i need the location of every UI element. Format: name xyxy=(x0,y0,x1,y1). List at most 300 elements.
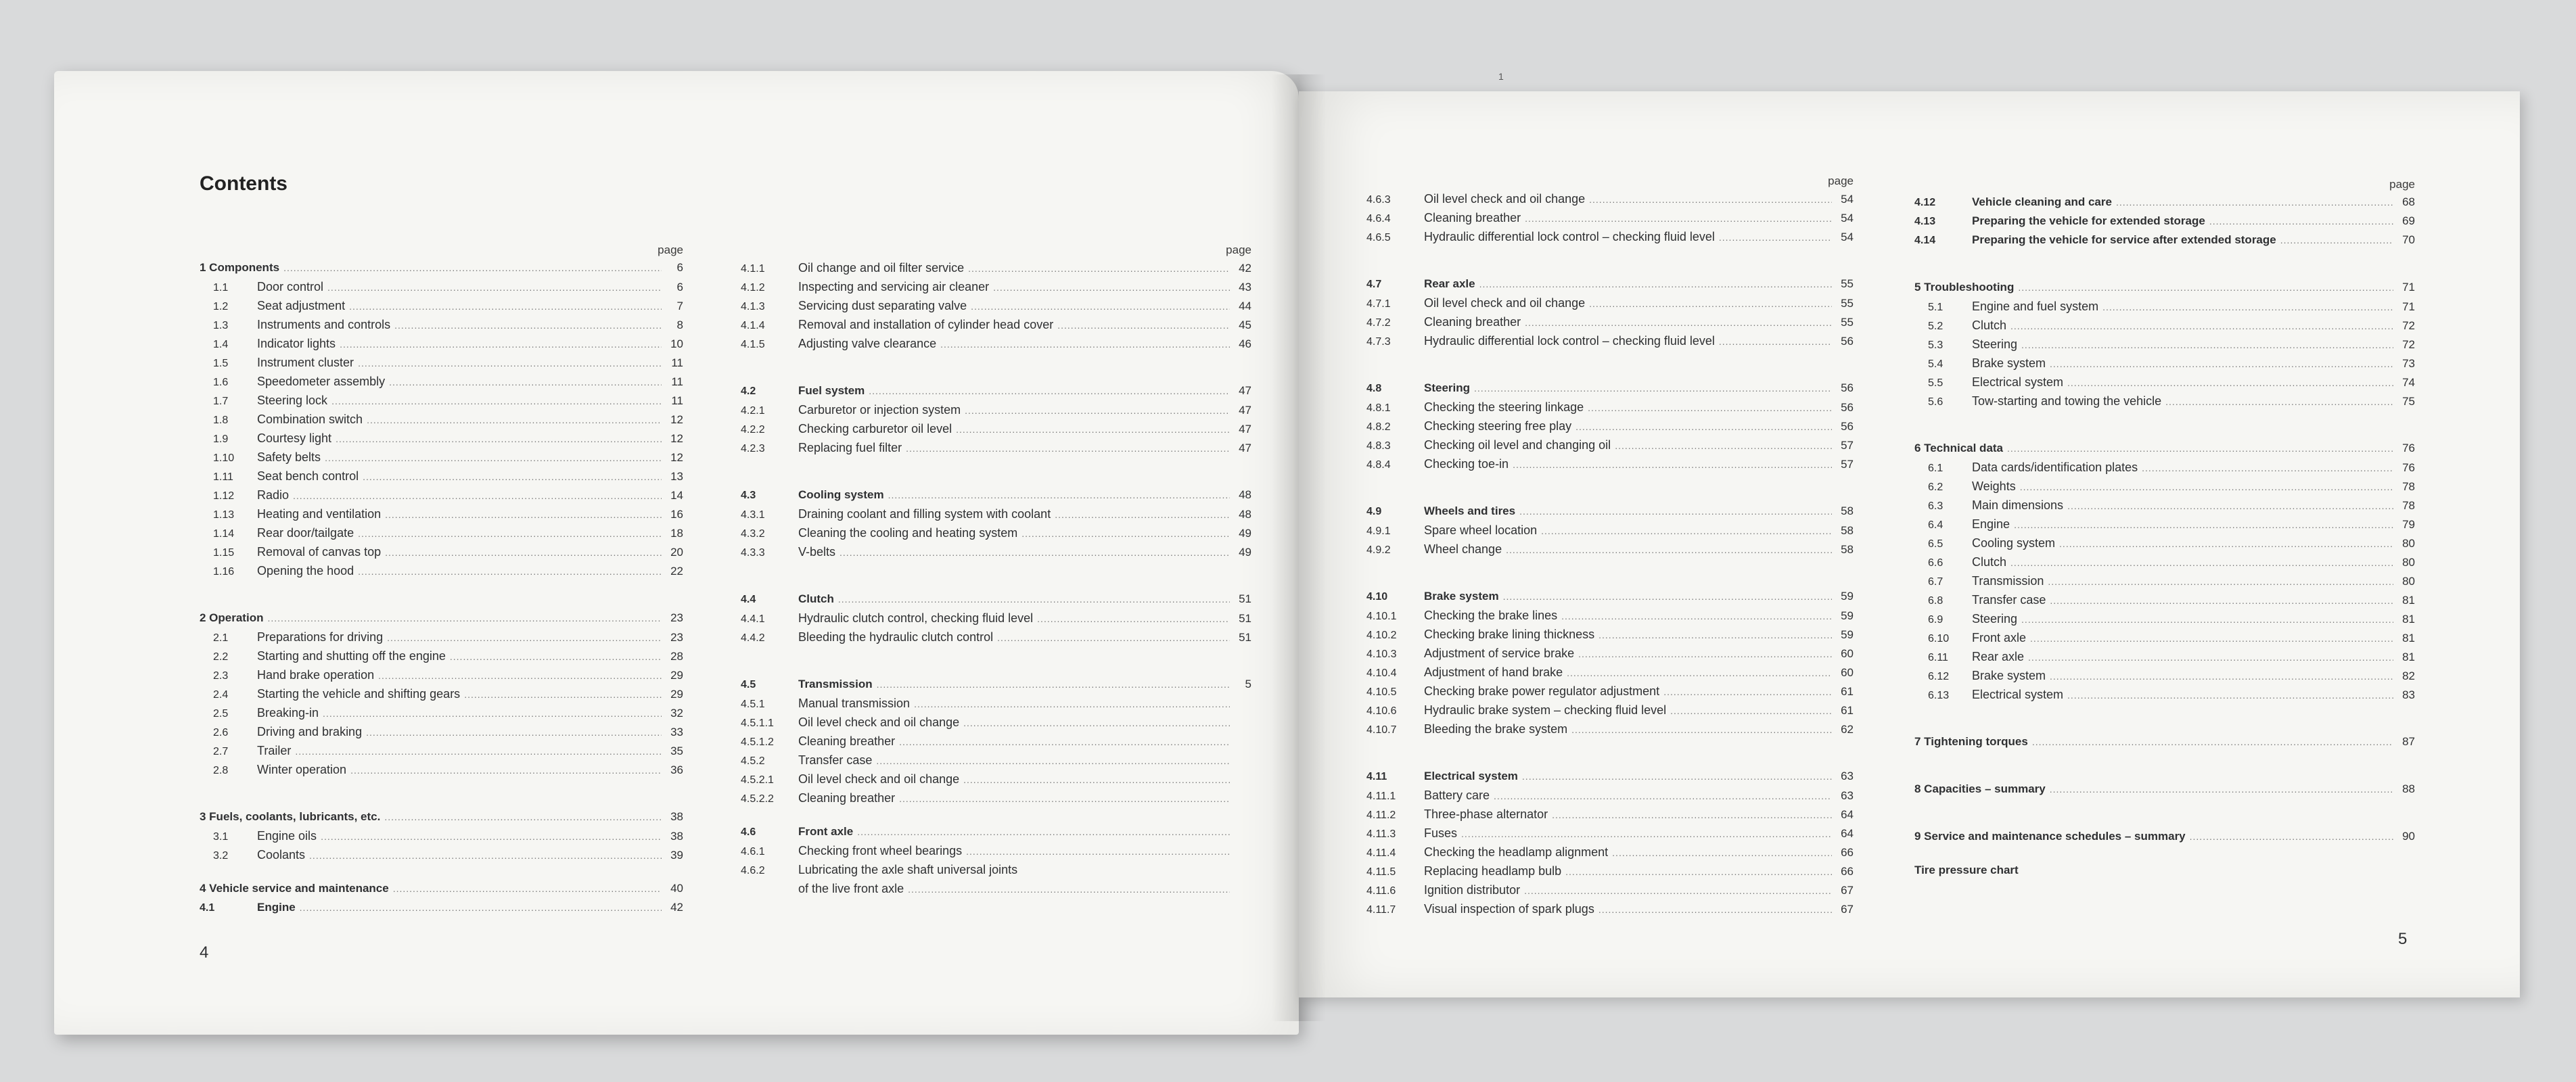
toc-entry[interactable] xyxy=(741,422,1251,441)
top-mark: 1 xyxy=(1498,71,1504,82)
dot-leader xyxy=(2010,557,2393,568)
toc-entry-number: 1.9 xyxy=(213,433,229,445)
toc-entry-title: Cleaning the cooling and heating system xyxy=(798,526,1018,540)
toc-entry-page: 14 xyxy=(670,489,683,502)
toc-entry-title: Hand brake operation xyxy=(257,668,375,682)
toc-entry[interactable] xyxy=(741,507,1251,526)
toc-entry-number: 5.6 xyxy=(1928,396,1944,408)
toc-entry[interactable] xyxy=(200,848,683,867)
toc-entry[interactable] xyxy=(200,394,683,413)
toc-entry-page: 58 xyxy=(1841,543,1854,556)
toc-entry[interactable] xyxy=(741,715,1251,734)
toc-entry-title: Starting the vehicle and shifting gears xyxy=(257,687,461,701)
toc-entry[interactable] xyxy=(1366,192,1854,211)
dot-leader xyxy=(1461,828,1832,839)
dot-leader xyxy=(325,452,662,463)
toc-entry-title: Checking steering free play xyxy=(1424,419,1572,433)
toc-entry[interactable] xyxy=(741,488,1251,507)
toc-entry[interactable] xyxy=(200,668,683,687)
toc-entry-page: 22 xyxy=(670,565,683,578)
toc-entry-number: 4.13 xyxy=(1914,216,1936,227)
dot-leader xyxy=(940,339,1230,350)
toc-entry-title: Checking toe-in xyxy=(1424,457,1509,471)
dot-leader xyxy=(2067,690,2393,701)
toc-entry-title: Hydraulic differential lock control – checking fluid level xyxy=(1424,334,1715,348)
toc-entry-title: Battery care xyxy=(1424,789,1490,802)
toc-spacer xyxy=(1914,252,2415,281)
toc-entry-page: 47 xyxy=(1239,442,1251,454)
toc-entry[interactable] xyxy=(1366,902,1854,921)
toc-entry[interactable] xyxy=(1366,400,1854,419)
toc-entry-title: Coolants xyxy=(257,848,306,862)
toc-entry-page: 32 xyxy=(670,707,683,720)
toc-entry[interactable] xyxy=(1366,845,1854,864)
dot-leader xyxy=(350,765,662,776)
toc-entry-number: 4.1.5 xyxy=(741,339,765,350)
toc-entry-number: 4.5 xyxy=(741,679,756,690)
toc-entry-title: Draining coolant and filling system with coolant xyxy=(798,507,1051,521)
toc-entry[interactable] xyxy=(1914,688,2415,707)
dot-leader xyxy=(1503,591,1832,602)
toc-entry-page: 66 xyxy=(1841,846,1854,859)
toc-entry-title: Removal of canvas top xyxy=(257,545,382,559)
toc-entry[interactable] xyxy=(1366,703,1854,722)
dot-leader xyxy=(1663,686,1832,697)
toc-entry-title: Tow-starting and towing the vehicle xyxy=(1972,394,2162,408)
toc-entry[interactable] xyxy=(200,901,683,920)
dot-leader xyxy=(340,339,662,350)
dot-leader xyxy=(1519,506,1832,517)
toc-entry[interactable] xyxy=(1914,612,2415,631)
toc-entry[interactable] xyxy=(1914,536,2415,555)
toc-entry-title: Clutch xyxy=(1972,319,2007,332)
toc-entry-title: Seat adjustment xyxy=(257,299,346,312)
toc-entry[interactable] xyxy=(1914,394,2415,413)
toc-entry-title: Preparations for driving xyxy=(257,630,384,644)
toc-entry[interactable] xyxy=(1914,233,2415,252)
page-number-left: 4 xyxy=(200,943,209,962)
toc-entry-page: 81 xyxy=(2402,594,2415,607)
toc-entry[interactable] xyxy=(200,649,683,668)
toc-entry[interactable] xyxy=(200,810,683,829)
toc-entry-title: Inspecting and servicing air cleaner xyxy=(798,280,990,293)
toc-entry[interactable] xyxy=(741,299,1251,318)
toc-entry-page: 36 xyxy=(670,763,683,776)
toc-entry[interactable] xyxy=(1914,830,2415,849)
toc-entry[interactable] xyxy=(1366,628,1854,646)
toc-entry-number: 4.6 xyxy=(741,826,756,838)
toc-entry-page: 88 xyxy=(2402,782,2415,795)
toc-entry-title: Hydraulic clutch control, checking fluid level xyxy=(798,611,1034,625)
toc-entry-title: Cleaning breather xyxy=(798,791,896,805)
toc-entry[interactable] xyxy=(200,413,683,431)
toc-entry-number: 6.3 xyxy=(1928,500,1944,512)
toc-entry[interactable] xyxy=(200,261,683,280)
toc-entry[interactable] xyxy=(200,299,683,318)
toc-entry[interactable] xyxy=(1366,277,1854,296)
toc-entry-title: Electrical system xyxy=(1972,375,2064,389)
toc-entry[interactable] xyxy=(741,734,1251,753)
dot-leader xyxy=(336,433,662,444)
toc-entry[interactable] xyxy=(741,772,1251,791)
toc-entry-title: Trailer xyxy=(257,744,292,757)
toc-entry-page: 58 xyxy=(1841,524,1854,537)
toc-entry-title: Engine xyxy=(1972,517,2010,531)
toc-entry[interactable] xyxy=(200,488,683,507)
toc-entry-number: 2.5 xyxy=(213,708,229,720)
toc-entry-number: 4.1.2 xyxy=(741,282,765,293)
toc-entry-number: 6.9 xyxy=(1928,614,1944,626)
toc-entry-page: 71 xyxy=(2402,281,2415,293)
toc-entry[interactable] xyxy=(1366,864,1854,883)
toc-entry-page: 71 xyxy=(2402,300,2415,313)
toc-entry-page: 47 xyxy=(1239,384,1251,397)
dot-leader xyxy=(2050,784,2393,795)
dot-leader xyxy=(1670,705,1832,716)
toc-entry-title: Cleaning breather xyxy=(1424,315,1521,329)
toc-entry-page: 59 xyxy=(1841,609,1854,622)
toc-entry[interactable] xyxy=(200,630,683,649)
toc-entry[interactable] xyxy=(1366,646,1854,665)
toc-entry[interactable] xyxy=(1914,735,2415,754)
toc-entry[interactable] xyxy=(741,337,1251,356)
toc-entry-number: 4.11.7 xyxy=(1366,904,1396,916)
toc-entry[interactable] xyxy=(741,441,1251,460)
toc-entry-number: 4.2.3 xyxy=(741,443,765,454)
dot-leader xyxy=(966,846,1230,857)
dot-leader xyxy=(963,718,1230,728)
dot-leader xyxy=(963,774,1230,785)
dot-leader xyxy=(1474,383,1832,394)
toc-entry-title: Visual inspection of spark plugs xyxy=(1424,902,1594,916)
toc-entry[interactable] xyxy=(1366,523,1854,542)
toc-entry[interactable] xyxy=(741,753,1251,772)
toc-entry[interactable] xyxy=(1914,300,2415,319)
toc-entry[interactable] xyxy=(1914,555,2415,574)
toc-entry[interactable] xyxy=(1914,319,2415,337)
toc-entry-title: Radio xyxy=(257,488,290,502)
toc-entry-page: 8 xyxy=(676,319,683,331)
dot-leader xyxy=(840,547,1230,558)
toc-entry[interactable] xyxy=(741,592,1251,611)
toc-entry[interactable] xyxy=(200,744,683,763)
dot-leader xyxy=(389,377,662,387)
toc-entry[interactable] xyxy=(1366,826,1854,845)
toc-entry-number: 6.4 xyxy=(1928,519,1944,531)
toc-entry[interactable] xyxy=(1366,590,1854,609)
dot-leader xyxy=(1561,611,1832,621)
toc-entry[interactable] xyxy=(741,611,1251,630)
dot-leader xyxy=(1513,459,1832,470)
toc-entry[interactable] xyxy=(1366,457,1854,476)
toc-entry[interactable] xyxy=(200,763,683,782)
toc-entry[interactable] xyxy=(1366,722,1854,741)
toc-entry-number: 2.1 xyxy=(213,632,229,644)
dot-leader xyxy=(385,547,662,558)
toc-entry[interactable] xyxy=(741,261,1251,280)
toc-entry-title: Checking front wheel bearings xyxy=(798,844,963,857)
toc-entry[interactable] xyxy=(200,611,683,630)
toc-entry[interactable] xyxy=(200,375,683,394)
toc-entry-title: Engine oils xyxy=(257,829,317,843)
toc-entry-number: 4.6.5 xyxy=(1366,232,1391,243)
toc-entry[interactable] xyxy=(741,697,1251,715)
toc-entry[interactable] xyxy=(200,337,683,356)
toc-entry[interactable] xyxy=(1914,782,2415,801)
toc-entry[interactable] xyxy=(1914,650,2415,669)
page-column-label: page xyxy=(1828,174,1854,187)
toc-entry-page: 11 xyxy=(671,394,683,407)
toc-entry-title: Manual transmission xyxy=(798,697,911,710)
toc-entry-title: Data cards/identification plates xyxy=(1972,461,2138,474)
toc-entry-page: 58 xyxy=(1841,504,1854,517)
toc-entry[interactable] xyxy=(741,384,1251,403)
toc-entry[interactable] xyxy=(200,526,683,545)
toc-entry-page: 6 xyxy=(676,261,683,274)
toc-entry-title: Wheel change xyxy=(1424,542,1502,556)
toc-entry[interactable] xyxy=(200,829,683,848)
dot-leader xyxy=(1612,847,1832,858)
toc-entry[interactable] xyxy=(1366,230,1854,249)
toc-entry[interactable] xyxy=(1914,517,2415,536)
toc-entry-number: 4.5.1.2 xyxy=(741,736,774,748)
toc-entry[interactable] xyxy=(200,564,683,583)
toc-entry[interactable] xyxy=(200,469,683,488)
toc-entry[interactable] xyxy=(741,844,1251,863)
toc-entry-page: 76 xyxy=(2402,461,2415,474)
toc-entry-title: Ignition distributor xyxy=(1424,883,1521,897)
toc-entry-title: Oil level check and oil change xyxy=(798,715,960,729)
toc-entry-number: 4.10.7 xyxy=(1366,724,1397,736)
toc-entry-page: 60 xyxy=(1841,647,1854,660)
toc-entry-title: Opening the hood xyxy=(257,564,354,578)
toc-entry[interactable] xyxy=(741,825,1251,844)
toc-entry-page: 61 xyxy=(1841,685,1854,698)
toc-entry-number: 4.10.3 xyxy=(1366,649,1397,660)
dot-leader xyxy=(1055,509,1230,520)
toc-entry-number: 5.5 xyxy=(1928,377,1944,389)
toc-entry[interactable] xyxy=(1366,770,1854,789)
toc-entry-number: 6.7 xyxy=(1928,576,1944,588)
toc-entry[interactable] xyxy=(1366,504,1854,523)
toc-entry-number: 3.2 xyxy=(213,850,229,862)
toc-entry-number: 4.12 xyxy=(1914,197,1936,208)
toc-entry-title: 3 Fuels, coolants, lubricants, etc. xyxy=(200,810,381,823)
toc-entry-page: 75 xyxy=(2402,395,2415,408)
dot-leader xyxy=(321,831,662,842)
toc-entry-page: 11 xyxy=(671,375,683,388)
toc-entry-number: 1.7 xyxy=(213,396,229,407)
toc-entry-page: 13 xyxy=(670,470,683,483)
dot-leader xyxy=(1589,298,1832,309)
toc-column-4 xyxy=(1914,178,2415,883)
toc-entry-number: 4.5.1.1 xyxy=(741,718,774,729)
toc-entry[interactable] xyxy=(1914,498,2415,517)
toc-entry[interactable] xyxy=(1366,296,1854,315)
toc-entry-number: 6.1 xyxy=(1928,463,1944,474)
toc-entry[interactable] xyxy=(1366,609,1854,628)
toc-entry-page: 33 xyxy=(670,726,683,738)
toc-entry-page: 66 xyxy=(1841,865,1854,878)
toc-entry[interactable] xyxy=(741,863,1251,882)
toc-entry-page: 54 xyxy=(1841,193,1854,206)
toc-entry-title: Spare wheel location xyxy=(1424,523,1538,537)
toc-entry[interactable] xyxy=(200,280,683,299)
toc-entry[interactable] xyxy=(1914,195,2415,214)
dot-leader xyxy=(2014,519,2393,530)
toc-entry[interactable] xyxy=(1366,665,1854,684)
toc-entry-title: Courtesy light xyxy=(257,431,332,445)
toc-entry[interactable] xyxy=(200,725,683,744)
toc-entry-title: Engine and fuel system xyxy=(1972,300,2099,313)
toc-entry-title: Oil level check and oil change xyxy=(1424,192,1586,206)
toc-entry[interactable] xyxy=(1366,315,1854,334)
toc-entry-number: 1.6 xyxy=(213,377,229,388)
toc-entry[interactable] xyxy=(1914,574,2415,593)
dot-leader xyxy=(877,679,1230,690)
toc-entry[interactable] xyxy=(741,630,1251,649)
dot-leader xyxy=(1578,649,1832,659)
toc-entry-page: 57 xyxy=(1841,439,1854,452)
toc-entry-page: 39 xyxy=(670,849,683,862)
toc-entry-page: 59 xyxy=(1841,590,1854,603)
toc-entry[interactable] xyxy=(741,318,1251,337)
toc-entry-page: 64 xyxy=(1841,808,1854,821)
toc-entry-title: Three-phase alternator xyxy=(1424,807,1548,821)
toc-entry-title: Main dimensions xyxy=(1972,498,2064,512)
dot-leader xyxy=(309,850,662,861)
toc-entry[interactable] xyxy=(741,403,1251,422)
toc-entry[interactable] xyxy=(200,318,683,337)
toc-entry[interactable] xyxy=(1914,631,2415,650)
toc-entry[interactable] xyxy=(200,882,683,901)
dot-leader xyxy=(2142,463,2393,473)
toc-entry[interactable] xyxy=(1914,442,2415,461)
toc-entry[interactable] xyxy=(1366,381,1854,400)
dot-leader xyxy=(394,320,662,331)
dot-leader xyxy=(2059,538,2393,549)
toc-entry[interactable] xyxy=(741,526,1251,545)
toc-entry[interactable] xyxy=(1366,542,1854,561)
toc-entry[interactable] xyxy=(1914,375,2415,394)
toc-entry[interactable] xyxy=(200,545,683,564)
toc-entry-page: 70 xyxy=(2402,233,2415,246)
toc-entry[interactable] xyxy=(741,791,1251,810)
toc-entry-page: 61 xyxy=(1841,704,1854,717)
dot-leader xyxy=(385,509,662,520)
toc-entry[interactable] xyxy=(741,678,1251,697)
dot-leader xyxy=(838,594,1230,605)
toc-entry-page: 42 xyxy=(1239,262,1251,275)
toc-entry-number: 2.7 xyxy=(213,746,229,757)
toc-entry-page: 56 xyxy=(1841,381,1854,394)
toc-spacer xyxy=(1914,413,2415,442)
toc-entry-number: 6.11 xyxy=(1928,652,1948,663)
toc-entry-number: 4.5.2.2 xyxy=(741,793,774,805)
toc-entry[interactable] xyxy=(1366,883,1854,902)
page-number-right: 5 xyxy=(2398,930,2408,948)
toc-entry[interactable] xyxy=(1914,669,2415,688)
toc-entry-page: 57 xyxy=(1841,458,1854,471)
toc-entry-page: 81 xyxy=(2402,651,2415,663)
toc-entry-title: 6 Technical data xyxy=(1914,442,2004,454)
toc-entry-number: 4.8.1 xyxy=(1366,402,1391,414)
toc-entry[interactable] xyxy=(200,356,683,375)
toc-entry-number: 4.3.3 xyxy=(741,547,765,559)
dot-leader xyxy=(1525,317,1832,328)
dot-leader xyxy=(2021,339,2393,350)
toc-entry-page: 20 xyxy=(670,546,683,559)
toc-entry-page: 44 xyxy=(1239,300,1251,312)
toc-entry[interactable] xyxy=(741,882,1251,901)
toc-entry[interactable] xyxy=(1366,807,1854,826)
toc-spacer xyxy=(1914,707,2415,735)
toc-entry[interactable] xyxy=(1366,684,1854,703)
toc-entry[interactable] xyxy=(1914,356,2415,375)
toc-column-3 xyxy=(1366,174,1854,921)
toc-spacer xyxy=(200,583,683,611)
toc-entry[interactable] xyxy=(1366,334,1854,353)
toc-entry[interactable] xyxy=(1914,214,2415,233)
toc-entry-title: Rear door/tailgate xyxy=(257,526,354,540)
toc-entry[interactable] xyxy=(1366,211,1854,230)
toc-entry-number: 4.6.3 xyxy=(1366,194,1391,206)
toc-entry-page: 87 xyxy=(2402,735,2415,748)
toc-entry[interactable] xyxy=(1914,593,2415,612)
toc-entry-page: 49 xyxy=(1239,527,1251,540)
toc-spacer xyxy=(1366,476,1854,504)
dot-leader xyxy=(1522,771,1832,782)
toc-entry[interactable] xyxy=(1366,789,1854,807)
toc-entry[interactable] xyxy=(200,431,683,450)
toc-entry[interactable] xyxy=(200,507,683,526)
page-column-label: page xyxy=(1226,243,1251,256)
toc-entry-title: Checking the headlamp alignment xyxy=(1424,845,1609,859)
toc-entry[interactable] xyxy=(1914,281,2415,300)
toc-entry-title: 7 Tightening torques xyxy=(1914,735,2028,748)
toc-entry-title: Servicing dust separating valve xyxy=(798,299,967,312)
page-column-label: page xyxy=(2389,178,2415,191)
toc-entry-page: 55 xyxy=(1841,316,1854,329)
toc-entry-page: 51 xyxy=(1239,612,1251,625)
toc-entry-title: Transmission xyxy=(1972,574,2044,588)
toc-entry[interactable] xyxy=(1914,479,2415,498)
toc-entry-number: 5.1 xyxy=(1928,302,1944,313)
toc-entry[interactable] xyxy=(1366,419,1854,438)
toc-entry-title: Oil change and oil filter service xyxy=(798,261,965,275)
toc-entry[interactable] xyxy=(1914,864,2415,883)
toc-entry-title: Transmission xyxy=(798,678,873,690)
dot-leader xyxy=(358,566,662,577)
toc-entry[interactable] xyxy=(741,545,1251,564)
toc-entry-page: 82 xyxy=(2402,669,2415,682)
dot-leader xyxy=(327,282,662,293)
dot-leader xyxy=(2007,443,2393,454)
toc-entry-page: 11 xyxy=(671,356,683,369)
toc-entry[interactable] xyxy=(1366,438,1854,457)
toc-entry-page: 45 xyxy=(1239,319,1251,331)
toc-entry[interactable] xyxy=(1914,337,2415,356)
toc-entry[interactable] xyxy=(200,706,683,725)
toc-entry[interactable] xyxy=(200,687,683,706)
toc-entry[interactable] xyxy=(1914,461,2415,479)
toc-entry-number: 4.8.3 xyxy=(1366,440,1391,452)
dot-leader xyxy=(908,884,1230,895)
toc-entry[interactable] xyxy=(741,280,1251,299)
toc-spacer xyxy=(1914,754,2415,782)
toc-entry-page: 81 xyxy=(2402,632,2415,644)
toc-entry[interactable] xyxy=(200,450,683,469)
